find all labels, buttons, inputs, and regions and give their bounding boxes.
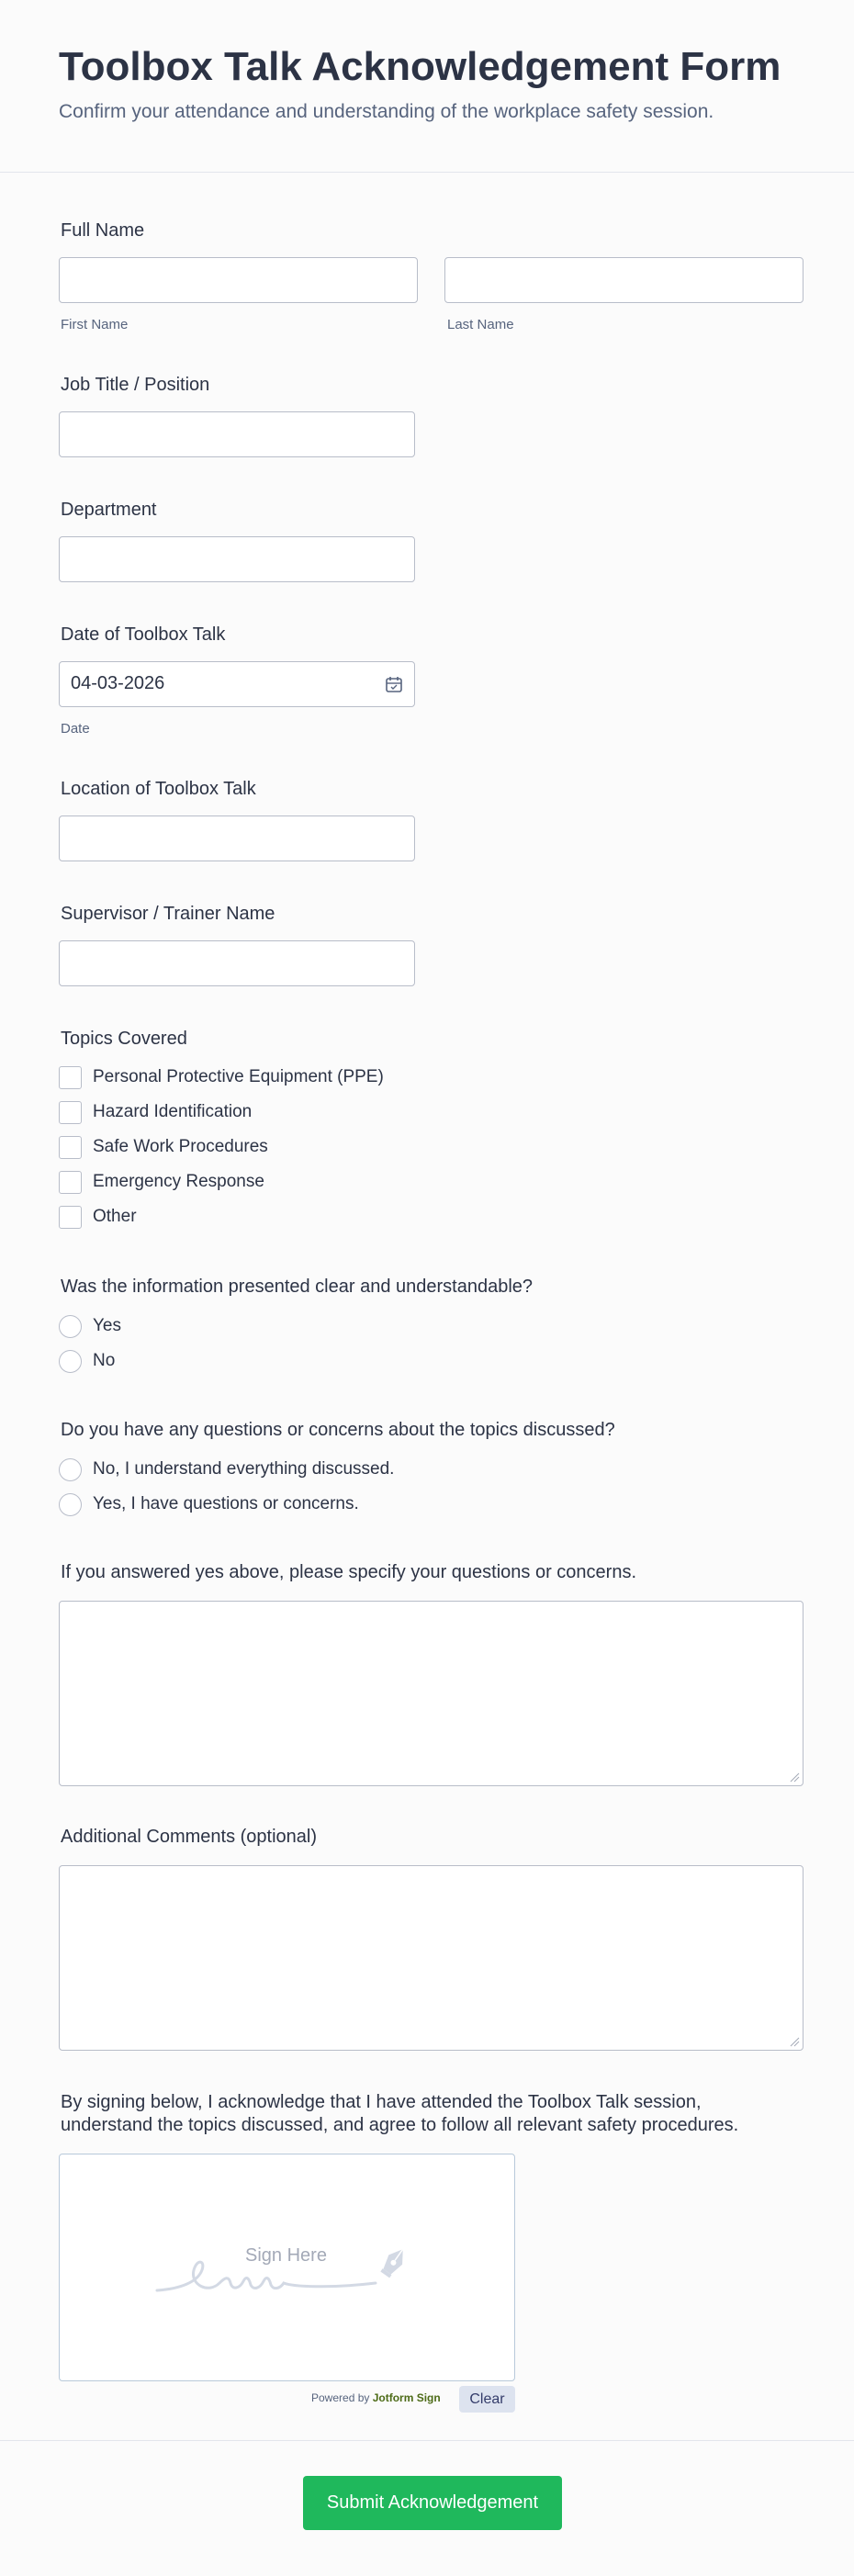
topics-label: Topics Covered bbox=[61, 1029, 187, 1049]
clarity-option-label: Yes bbox=[93, 1316, 121, 1335]
topic-option-label: Personal Protective Equipment (PPE) bbox=[93, 1067, 384, 1086]
topic-checkbox[interactable] bbox=[59, 1101, 82, 1124]
questions-radio[interactable] bbox=[59, 1493, 82, 1516]
form-subtitle: Confirm your attendance and understanding of the workplace safety session. bbox=[59, 101, 714, 122]
topic-option-label: Emergency Response bbox=[93, 1172, 264, 1191]
signature-pad[interactable] bbox=[59, 2154, 515, 2381]
topic-checkbox[interactable] bbox=[59, 1206, 82, 1229]
topic-option-label: Other bbox=[93, 1207, 137, 1226]
job-title-label: Job Title / Position bbox=[61, 375, 210, 395]
last-name-sublabel: Last Name bbox=[447, 317, 514, 332]
supervisor-input[interactable] bbox=[59, 940, 415, 986]
clarity-option-label: No bbox=[93, 1351, 116, 1370]
form-title: Toolbox Talk Acknowledgement Form bbox=[59, 44, 781, 89]
jotform-sign-brand: Jotform Sign bbox=[372, 2391, 441, 2404]
date-label: Date of Toolbox Talk bbox=[61, 624, 226, 645]
location-input[interactable] bbox=[59, 816, 415, 861]
specify-label: If you answered yes above, please specify your questions or concerns. bbox=[61, 1562, 637, 1582]
signature-statement-line2: understand the topics discussed, and agree to follow all relevant safety procedures. bbox=[61, 2115, 739, 2135]
date-input[interactable] bbox=[59, 661, 415, 707]
calendar-icon[interactable] bbox=[385, 675, 403, 693]
clarity-radio[interactable] bbox=[59, 1315, 82, 1338]
location-label: Location of Toolbox Talk bbox=[61, 779, 256, 799]
department-input[interactable] bbox=[59, 536, 415, 582]
department-label: Department bbox=[61, 500, 157, 520]
job-title-input[interactable] bbox=[59, 411, 415, 457]
powered-by-text bbox=[311, 2391, 441, 2404]
supervisor-label: Supervisor / Trainer Name bbox=[61, 904, 275, 924]
submit-button[interactable]: Submit Acknowledgement bbox=[303, 2476, 562, 2530]
first-name-sublabel: First Name bbox=[61, 317, 129, 332]
topic-option-label: Safe Work Procedures bbox=[93, 1137, 268, 1156]
last-name-input[interactable] bbox=[444, 257, 803, 303]
topic-option-label: Hazard Identification bbox=[93, 1102, 253, 1121]
signature-statement-line1: By signing below, I acknowledge that I have attended the Toolbox Talk session, bbox=[61, 2092, 702, 2112]
specify-textarea[interactable] bbox=[59, 1601, 803, 1786]
clarity-label: Was the information presented clear and understandable? bbox=[61, 1277, 534, 1297]
topic-checkbox[interactable] bbox=[59, 1136, 82, 1159]
comments-label: Additional Comments (optional) bbox=[61, 1827, 318, 1847]
full-name-label: Full Name bbox=[61, 220, 145, 241]
topic-checkbox[interactable] bbox=[59, 1171, 82, 1194]
resize-grip-icon[interactable] bbox=[789, 1772, 800, 1783]
topic-checkbox[interactable] bbox=[59, 1066, 82, 1089]
footer-divider bbox=[0, 2440, 854, 2441]
pen-nib-icon bbox=[375, 2243, 413, 2281]
powered-by-prefix: Powered by bbox=[311, 2391, 370, 2404]
questions-option-label: Yes, I have questions or concerns. bbox=[93, 1494, 359, 1513]
questions-label: Do you have any questions or concerns about the topics discussed? bbox=[61, 1420, 615, 1440]
questions-radio[interactable] bbox=[59, 1458, 82, 1481]
clarity-radio[interactable] bbox=[59, 1350, 82, 1373]
first-name-input[interactable] bbox=[59, 257, 418, 303]
questions-option-label: No, I understand everything discussed. bbox=[93, 1459, 395, 1479]
comments-textarea[interactable] bbox=[59, 1865, 803, 2051]
form-header bbox=[0, 0, 854, 173]
clear-signature-button[interactable]: Clear bbox=[459, 2386, 515, 2413]
resize-grip-icon[interactable] bbox=[789, 2036, 800, 2047]
date-sublabel: Date bbox=[61, 721, 90, 737]
date-value: 04-03-2026 bbox=[71, 673, 165, 693]
signature-placeholder: Sign Here bbox=[245, 2245, 327, 2266]
